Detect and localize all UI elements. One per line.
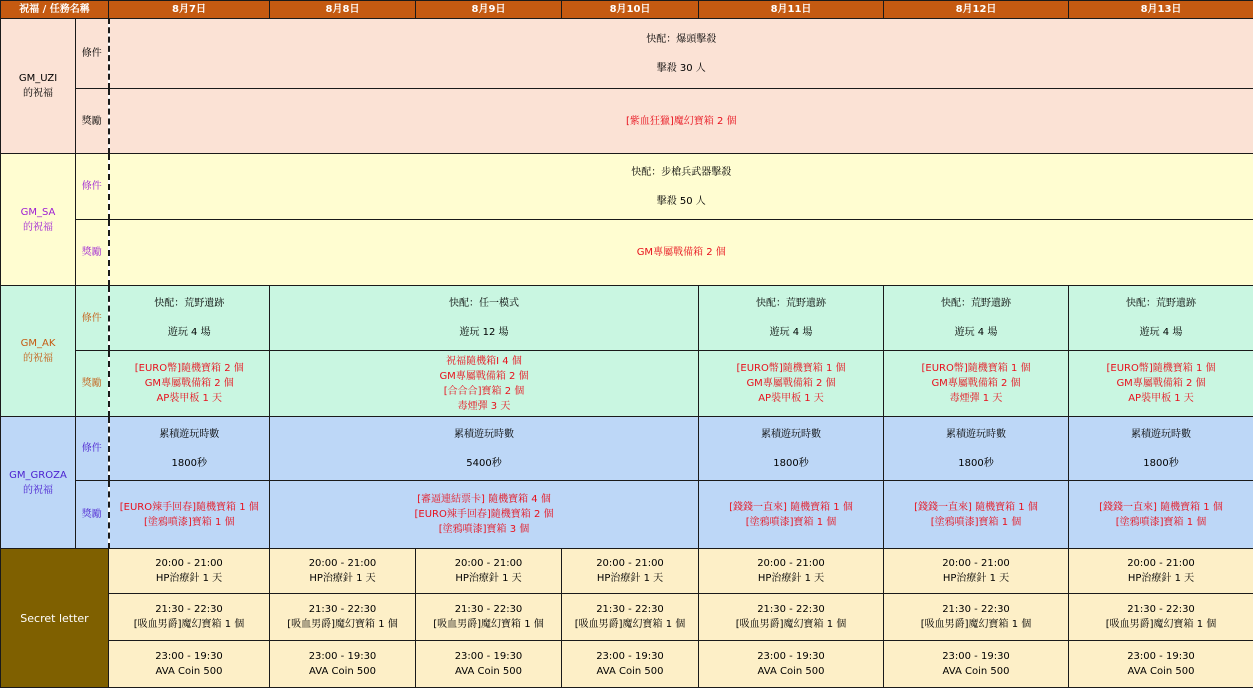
time-text: 20:00 - 21:00 [942, 558, 1010, 569]
gm-sa-reward: GM專屬戰備箱 2 個 [109, 220, 1253, 286]
item-text: HP治療針 1 天 [942, 573, 1010, 584]
gm-ak-condition [884, 286, 1069, 351]
item-text: HP治療針 1 天 [155, 573, 223, 584]
reward-label: 獎勵 [76, 89, 109, 154]
gm-ak-reward: [EURO幣]隨機寶箱 1 個 GM專屬戰備箱 2 個 AP裝甲板 1 天 [1069, 351, 1253, 417]
reward-label: 獎勵 [76, 220, 109, 286]
secret-letter-cell [109, 641, 270, 688]
condition-line1: 快配：荒野遺跡 [941, 298, 1011, 309]
condition-line1: 累積遊玩時數 [454, 428, 514, 440]
condition-label: 條件 [76, 19, 109, 89]
gm-groza-condition [699, 417, 884, 481]
item-text: [吸血男爵]魔幻寶箱 1 個 [920, 619, 1032, 630]
item-text: [吸血男爵]魔幻寶箱 1 個 [574, 619, 686, 630]
condition-line1: 快配：荒野遺跡 [1126, 298, 1196, 309]
gm-groza-reward: [錢錢一直來] 隨機寶箱 1 個 [塗鴉噴漆]寶箱 1 個 [884, 481, 1069, 549]
time-text: 20:00 - 21:00 [155, 558, 223, 569]
condition-line2: 遊玩 4 場 [954, 327, 998, 338]
item-text: HP治療針 1 天 [596, 573, 664, 584]
time-text: 21:30 - 22:30 [942, 604, 1010, 615]
condition-line2: 1800秒 [958, 457, 994, 469]
header-date: 8月8日 [270, 1, 416, 19]
item-text: [吸血男爵]魔幻寶箱 1 個 [433, 619, 544, 630]
item-text: [吸血男爵]魔幻寶箱 1 個 [1105, 619, 1217, 630]
item-text: [吸血男爵]魔幻寶箱 1 個 [287, 619, 398, 630]
gm-groza-section [1, 417, 1253, 549]
time-text: 20:00 - 21:00 [1127, 558, 1195, 569]
secret-letter-cell [884, 549, 1069, 594]
gm-ak-reward: [EURO幣]隨機寶箱 1 個 GM專屬戰備箱 2 個 毒煙彈 1 天 [884, 351, 1069, 417]
secret-letter-section [1, 549, 1253, 688]
time-text: 20:00 - 21:00 [454, 558, 523, 569]
header-row [1, 1, 1253, 19]
secret-letter-cell [270, 641, 416, 688]
time-text: 20:00 - 21:00 [308, 558, 377, 569]
gm-ak-name: GM_AK 的祝福 [1, 286, 76, 417]
secret-letter-cell [1069, 549, 1253, 594]
secret-letter-cell [562, 594, 699, 641]
secret-letter-cell [270, 594, 416, 641]
time-text: 21:30 - 22:30 [308, 604, 377, 615]
header-date: 8月13日 [1069, 1, 1253, 19]
item-text: [吸血男爵]魔幻寶箱 1 個 [735, 619, 847, 630]
condition-line2: 1800秒 [1143, 457, 1179, 469]
condition-label: 條件 [76, 417, 109, 481]
gm-ak-reward: 祝福隨機箱I 4 個 GM專屬戰備箱 2 個 [合合合]寶箱 2 個 毒煙彈 3 天 [270, 351, 699, 417]
secret-letter-cell [884, 641, 1069, 688]
condition-line1: 快配：荒野遺跡 [154, 298, 225, 309]
gm-groza-reward: [錢錢一直來] 隨機寶箱 1 個 [塗鴉噴漆]寶箱 1 個 [699, 481, 884, 549]
time-text: 20:00 - 21:00 [596, 558, 664, 569]
header-corner: 祝福 / 任務名稱 [1, 1, 109, 19]
header-date: 8月10日 [562, 1, 699, 19]
reward-label: 獎勵 [76, 481, 109, 549]
secret-letter-cell [699, 549, 884, 594]
item-text: [吸血男爵]魔幻寶箱 1 個 [133, 619, 245, 630]
gm-groza-condition [1069, 417, 1253, 481]
time-text: 23:00 - 19:30 [1127, 651, 1195, 662]
item-text: AVA Coin 500 [309, 666, 376, 677]
item-text: AVA Coin 500 [155, 666, 223, 677]
gm-uzi-condition [109, 19, 1253, 89]
time-text: 23:00 - 19:30 [757, 651, 825, 662]
reward-label: 獎勵 [76, 351, 109, 417]
header-date: 8月9日 [416, 1, 562, 19]
gm-ak-section [1, 286, 1253, 417]
gm-ak-reward: [EURO幣]隨機寶箱 2 個 GM專屬戰備箱 2 個 AP裝甲板 1 天 [109, 351, 270, 417]
condition-line1: 快配：荒野遺跡 [756, 298, 826, 309]
item-text: HP治療針 1 天 [757, 573, 825, 584]
condition-line2: 遊玩 4 場 [167, 327, 211, 338]
gm-groza-reward: [審逼連結票卡] 隨機寶箱 4 個 [EURO辣手回春]隨機寶箱 2 個 [塗鴉噴漆]寶箱 3 個 [270, 481, 699, 549]
secret-letter-cell [1069, 594, 1253, 641]
gm-sa-name: GM_SA 的祝福 [1, 154, 76, 286]
condition-line2: 1800秒 [773, 457, 809, 469]
time-text: 23:00 - 19:30 [596, 651, 664, 662]
header-date: 8月7日 [109, 1, 270, 19]
condition-label: 條件 [76, 286, 109, 351]
secret-letter-cell [884, 594, 1069, 641]
condition-line1: 快配：步槍兵武器擊殺 [631, 166, 732, 178]
secret-letter-cell [562, 641, 699, 688]
time-text: 21:30 - 22:30 [757, 604, 825, 615]
header-date: 8月11日 [699, 1, 884, 19]
time-text: 21:30 - 22:30 [454, 604, 523, 615]
condition-line2: 1800秒 [171, 457, 207, 469]
condition-line1: 累積遊玩時數 [761, 428, 821, 440]
condition-line2: 遊玩 12 場 [459, 327, 509, 338]
gm-uzi-name: GM_UZI 的祝福 [1, 19, 76, 154]
item-text: AVA Coin 500 [942, 666, 1010, 677]
condition-line2: 遊玩 4 場 [1139, 327, 1183, 338]
secret-letter-cell [109, 594, 270, 641]
secret-letter-cell [416, 594, 562, 641]
condition-line2: 擊殺 30 人 [656, 62, 706, 74]
gm-groza-reward: [錢錢一直來] 隨機寶箱 1 個 [塗鴉噴漆]寶箱 1 個 [1069, 481, 1253, 549]
time-text: 21:30 - 22:30 [596, 604, 664, 615]
item-text: HP治療針 1 天 [309, 573, 376, 584]
time-text: 21:30 - 22:30 [155, 604, 223, 615]
gm-sa-condition [109, 154, 1253, 220]
item-text: AVA Coin 500 [596, 666, 664, 677]
header-date: 8月12日 [884, 1, 1069, 19]
gm-ak-reward: [EURO幣]隨機寶箱 1 個 GM專屬戰備箱 2 個 AP裝甲板 1 天 [699, 351, 884, 417]
time-text: 21:30 - 22:30 [1127, 604, 1195, 615]
secret-letter-cell [699, 641, 884, 688]
item-text: HP治療針 1 天 [1127, 573, 1195, 584]
gm-ak-condition [699, 286, 884, 351]
item-text: AVA Coin 500 [455, 666, 522, 677]
time-text: 23:00 - 19:30 [942, 651, 1010, 662]
secret-letter-cell [270, 549, 416, 594]
secret-letter-name: Secret letter [1, 549, 109, 688]
condition-line1: 累積遊玩時數 [1131, 428, 1191, 440]
condition-line1: 快配：任一模式 [449, 298, 519, 309]
condition-line1: 累積遊玩時數 [159, 428, 220, 440]
gm-uzi-reward: [紫血狂獵]魔幻寶箱 2 個 [109, 89, 1253, 154]
time-text: 23:00 - 19:30 [155, 651, 223, 662]
item-text: HP治療針 1 天 [455, 573, 522, 584]
condition-line2: 遊玩 4 場 [769, 327, 813, 338]
condition-line1: 累積遊玩時數 [946, 428, 1006, 440]
condition-line2: 擊殺 50 人 [656, 195, 706, 207]
time-text: 23:00 - 19:30 [308, 651, 377, 662]
gm-groza-condition [884, 417, 1069, 481]
condition-label: 條件 [76, 154, 109, 220]
gm-groza-name: GM_GROZA 的祝福 [1, 417, 76, 549]
gm-sa-section [1, 154, 1253, 286]
gm-groza-condition [270, 417, 699, 481]
gm-ak-condition [109, 286, 270, 351]
condition-line1: 快配：爆頭擊殺 [646, 33, 717, 45]
condition-line2: 5400秒 [466, 457, 502, 469]
secret-letter-cell [1069, 641, 1253, 688]
secret-letter-cell [109, 549, 270, 594]
secret-letter-cell [416, 549, 562, 594]
secret-letter-cell [416, 641, 562, 688]
secret-letter-cell [562, 549, 699, 594]
gm-uzi-section [1, 19, 1253, 154]
gm-groza-condition [109, 417, 270, 481]
time-text: 20:00 - 21:00 [757, 558, 825, 569]
time-text: 23:00 - 19:30 [454, 651, 523, 662]
gm-groza-reward: [EURO辣手回春]隨機寶箱 1 個 [塗鴉噴漆]寶箱 1 個 [109, 481, 270, 549]
secret-letter-cell [699, 594, 884, 641]
gm-ak-condition [1069, 286, 1253, 351]
item-text: AVA Coin 500 [1127, 666, 1195, 677]
item-text: AVA Coin 500 [757, 666, 825, 677]
gm-ak-condition [270, 286, 699, 351]
